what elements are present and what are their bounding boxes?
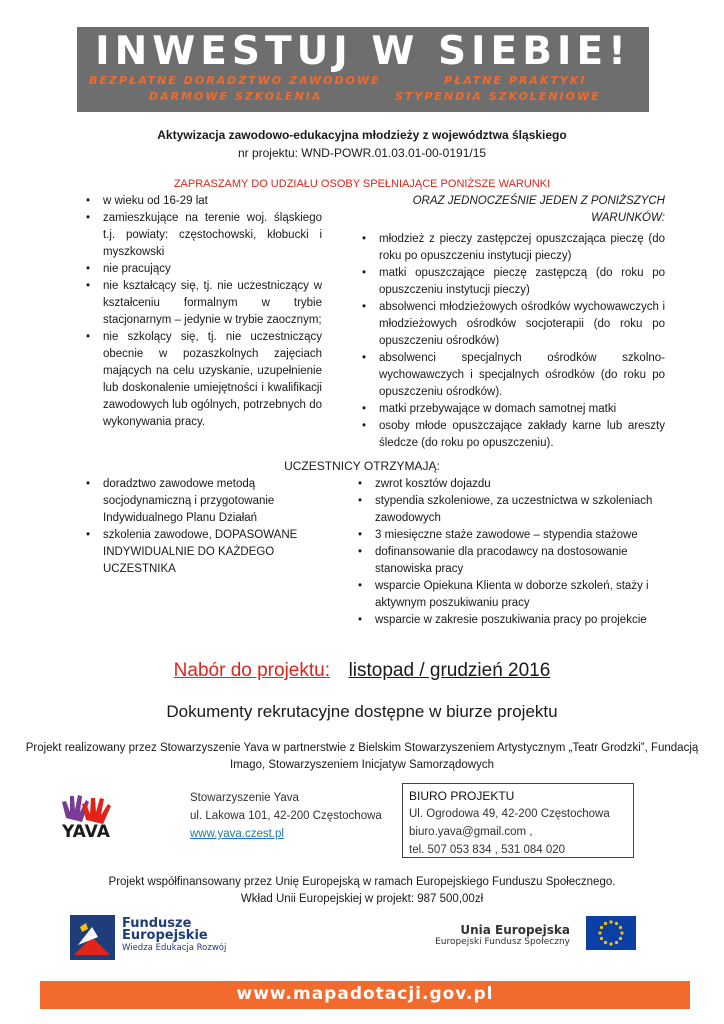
yava-logo-text: YAVA: [62, 822, 110, 842]
list-item: • absolwenci młodzieżowych ośrodków wychowawczych i młodzieżowych ośrodków socjoterapii (do roku po opuszczeniu ośrodków): [360, 299, 665, 350]
invite-heading: ZAPRASZAMY DO UDZIAŁU OSOBY SPEŁNIAJĄCE PONIŻSZE WARUNKI: [173, 178, 551, 190]
fe-line3: Wiedza Edukacja Rozwój: [122, 943, 227, 953]
banner-title: INWESTUJ W SIEBIE!: [95, 29, 631, 74]
list-item: • doradztwo zawodowe metodą socjodynamiczną i przygotowanie Indywidualnego Planu Działań: [84, 476, 324, 527]
conditions-left: [84, 193, 322, 431]
realized-prefix: Projekt realizowany przez: [25, 742, 160, 754]
receive-right: [356, 476, 656, 629]
realized-by: [0, 740, 724, 774]
cofinancing-line1: Projekt współfinansowany przez Unię Europejską w ramach Europejskiego Funduszu Społecznego.: [108, 876, 616, 888]
footer-bar: [40, 981, 690, 1009]
banner-item-scholarships: STYPENDIA SZKOLENIOWE: [395, 90, 601, 103]
recruitment-value: listopad / grudzień 2016: [348, 660, 551, 681]
office-address: Ul. Ogrodowa 49, 42-200 Częstochowa: [409, 808, 610, 820]
list-item: • wsparcie Opiekuna Klienta w doborze szkoleń, staży i aktywnym poszukiwaniu pracy: [356, 578, 656, 612]
banner-item-internships: PŁATNE PRAKTYKI: [444, 74, 587, 87]
office-email: biuro.yava@gmail.com ,: [409, 826, 533, 838]
realized-org: Stowarzyszenie Yava: [159, 742, 269, 754]
list-item: • szkolenia zawodowe, DOPASOWANE INDYWIDUALNIE DO KAŻDEGO UCZESTNIKA: [84, 527, 324, 578]
conditions-right-heading: ORAZ JEDNOCZEŚNIE JEDEN Z PONIŻSZYCH WARUNKÓW:: [412, 195, 665, 224]
list-item: • matki przebywające w domach samotnej matki: [360, 401, 665, 418]
list-item: • młodzież z pieczy zastępczej opuszczająca pieczę (do roku po opuszczeniu instytucji pieczy): [360, 231, 665, 265]
documents-note: Dokumenty rekrutacyjne dostępne w biurze projektu: [166, 702, 558, 721]
list-item: • w wieku od 16-29 lat: [84, 193, 322, 210]
receive-left: [84, 476, 324, 578]
list-item: • nie pracujący: [84, 261, 322, 278]
org-address: ul. Lakowa 101, 42-200 Częstochowa: [190, 810, 382, 822]
unia-europejska-text: [380, 923, 570, 947]
recruitment-label: Nabór do projektu:: [173, 660, 330, 681]
ue-line1: Unia Europejska: [460, 923, 570, 937]
fe-line2: Europejskie: [122, 928, 208, 943]
footer-website-link[interactable]: www.mapadotacji.gov.pl: [236, 984, 494, 1004]
fundusze-europejskie-logo-icon: [70, 915, 115, 960]
list-item: • osoby młode opuszczające zakłady karne lub areszty śledcze (do roku po opuszczeniu).: [360, 418, 665, 452]
list-item: • matki opuszczające pieczę zastępczą (do roku po opuszczeniu instytucji pieczy): [360, 265, 665, 299]
list-item: • zwrot kosztów dojazdu: [356, 476, 656, 493]
ue-line2: Europejski Fundusz Społeczny: [435, 937, 570, 947]
office-phone: tel. 507 053 834 , 531 084 020: [409, 844, 566, 856]
office-heading: BIURO PROJEKTU: [409, 789, 515, 803]
project-number: nr projektu: WND-POWR.01.03.01-00-0191/15: [237, 146, 487, 160]
list-item: • stypendia szkoleniowe, za uczestnictwa w szkoleniach zawodowych: [356, 493, 656, 527]
recruitment-line: [0, 660, 724, 682]
list-item: • nie kształcący się, tj. nie uczestniczący w kształceniu formalnym w trybie stacjonarnym – jedynie w trybie zaocznym;: [84, 278, 322, 329]
project-office-box: [402, 783, 634, 858]
banner-item-advisory: BEZPŁATNE DORADZTWO ZAWODOWE: [89, 74, 381, 87]
list-item: • wsparcie w zakresie poszukiwania pracy po projekcie: [356, 612, 656, 629]
org-contact: [190, 789, 382, 843]
org-website-link[interactable]: www.yava.czest.pl: [190, 828, 284, 840]
receive-heading: UCZESTNICY OTRZYMAJĄ:: [284, 459, 440, 473]
list-item: • absolwenci specjalnych ośrodków szkolno-wychowawczych i specjalnych ośrodków (do roku po opuszczeniu ośrodków).: [360, 350, 665, 401]
realized-suffix: w partnerstwie z Bielskim Stowarzyszeniem Artystycznym „Teatr Grodzki”, Fundacją Imago, Stowarzyszeniem Inicjatyw Samorządowych: [230, 742, 699, 771]
fe-line1: Fundusze: [122, 916, 192, 931]
cofinancing-note: [0, 874, 724, 908]
list-item: • nie szkolący się, tj. nie uczestniczący obecnie w pozaszkolnych zajęciach mających na celu uzyskanie, uzupełnienie lub doskonalenie umiejętności i kwalifikacji zawodowych lub ogólnych, potrzebnych do wykonywania pracy.: [84, 329, 322, 431]
project-title: Aktywizacja zawodowo-edukacyjna młodzieży z województwa śląskiego: [157, 128, 567, 142]
banner-item-trainings: DARMOWE SZKOLENIA: [149, 90, 323, 103]
conditions-right: [360, 193, 665, 452]
header-banner: [77, 27, 649, 112]
cofinancing-line2: Wkład Unii Europejskiej w projekt: 987 500,00zł: [240, 893, 484, 905]
org-name: Stowarzyszenie Yava: [190, 792, 299, 804]
list-item: • zamieszkujące na terenie woj. śląskiego t.j. powiaty: częstochowski, kłobucki i myszkowski: [84, 210, 322, 261]
fundusze-europejskie-text: [122, 918, 226, 954]
list-item: • 3 miesięczne staże zawodowe – stypendia stażowe: [356, 527, 656, 544]
eu-flag-icon: [586, 916, 636, 950]
list-item: • dofinansowanie dla pracodawcy na dostosowanie stanowiska pracy: [356, 544, 656, 578]
